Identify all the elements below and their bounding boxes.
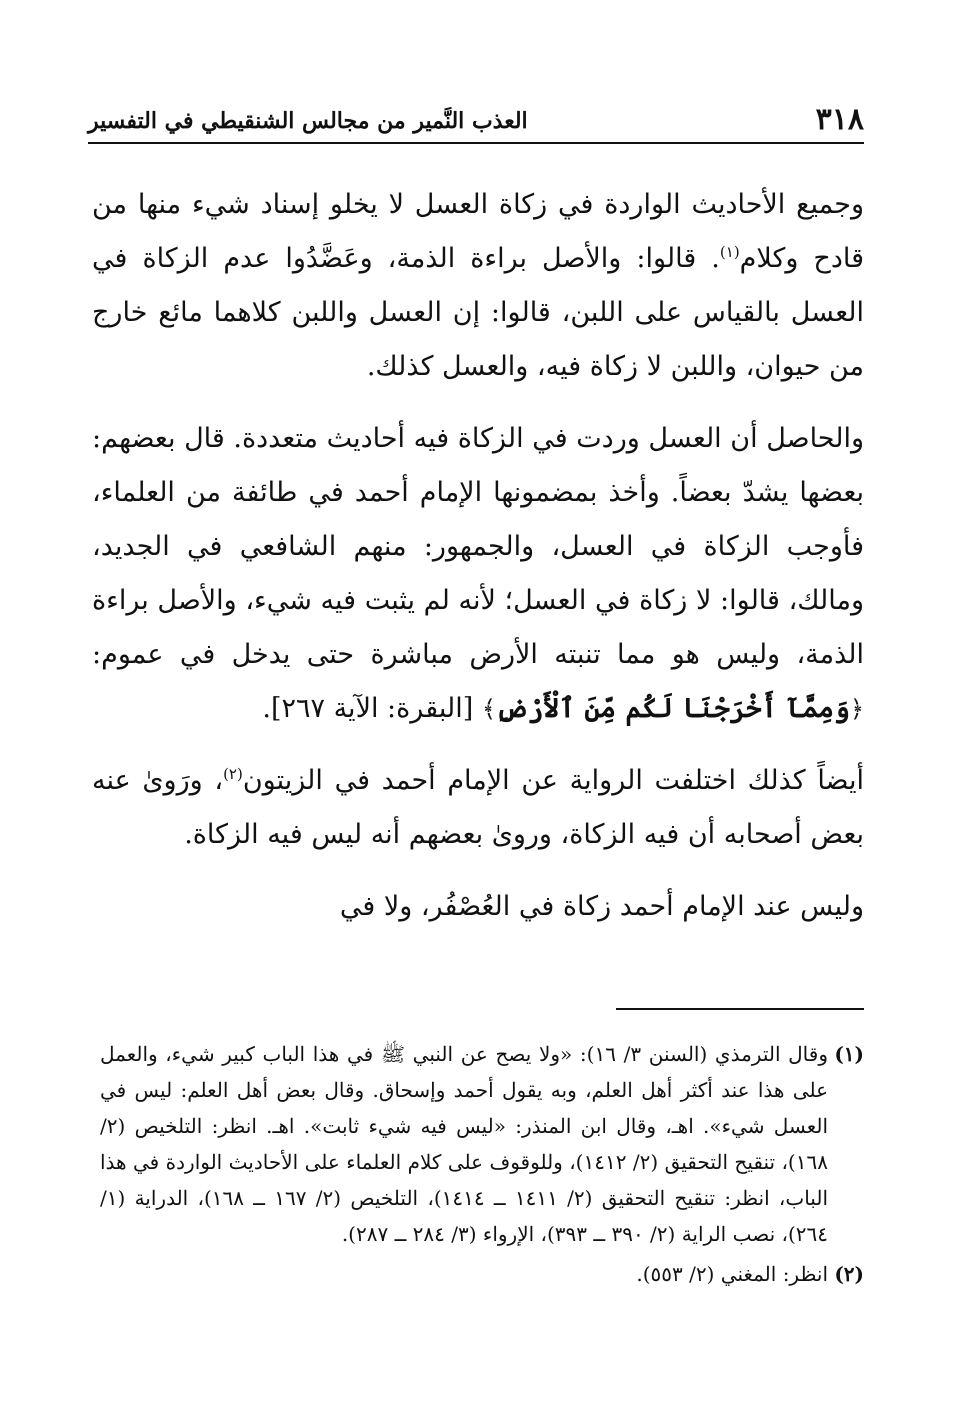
- running-title: العذب النَّمير من مجالس الشنقيطي في التفسير: [88, 108, 528, 134]
- paragraph-4-text: وليس عند الإمام أحمد زكاة في العُصْفُر، ولا في: [339, 891, 864, 922]
- footnote-1: [100, 1036, 864, 1252]
- paragraph-3: [92, 754, 864, 862]
- main-text: [92, 178, 864, 934]
- footnote-text: وقال الترمذي (السنن ٣/ ١٦): «ولا يصح عن النبي ﷺ في هذا الباب كبير شيء، والعمل على هذا عند أكثر أهل العلم، وبه يقول أحمد وإسحاق. وقال بعض أهل العلم: ليس في العسل شيء». اهـ، وقال ابن المنذر: «ليس فيه شيء ثابت». اهـ. انظر: التلخيص (٢/ ١٦٨)، تنقيح التحقيق (٢/ ١٤١٢)، وللوقوف على كلام العلماء على الأحاديث الواردة في هذا الباب، انظر: تنقيح التحقيق (٢/ ١٤١١ ــ ١٤١٤)، التلخيص (٢/ ١٦٧ ــ ١٦٨)، الدراية (١/ ٢٦٤)، نصب الراية (٢/ ٣٩٠ ــ ٣٩٣)، الإرواء (٣/ ٢٨٤ ــ ٢٨٧).: [100, 1042, 828, 1246]
- footnote-text: انظر: المغني (٢/ ٥٥٣).: [636, 1262, 828, 1286]
- paragraph-2-text-a: والحاصل أن العسل وردت في الزكاة فيه أحاديث متعددة. قال بعضهم: بعضها يشدّ بعضاً. وأخذ بمضمونها الإمام أحمد في طائفة من العلماء، فأوجب الزكاة في العسل، والجمهور: منهم الشافعي في الجديد، ومالك، قالوا: لا زكاة في العسل؛ لأنه لم يثبت فيه شيء، والأصل براءة الذمة، وليس هو مما تنبته الأرض مباشرة حتى يدخل في عموم:: [92, 423, 864, 670]
- page-header: [88, 100, 864, 144]
- page-number: ٣١٨: [815, 102, 864, 137]
- quran-verse: وَمِمَّآ أَخْرَجْنَا لَكُم مِّنَ ٱلْأَرْضِ: [495, 693, 850, 724]
- paragraph-1-text-a: وجميع الأحاديث الواردة في زكاة العسل لا يخلو إسناد شيء منها من قادح وكلام: [92, 189, 865, 274]
- paragraph-2: [92, 412, 864, 736]
- footnote-ref-2: (٢): [223, 765, 243, 783]
- paragraph-1-text-b: . قالوا: والأصل براءة الذمة، وعَضَّدُوا عدم الزكاة في العسل بالقياس على اللبن، قالوا: إن العسل واللبن كلاهما مائع خارج من حيوان، واللبن لا زكاة فيه، والعسل كذلك.: [92, 243, 864, 382]
- paragraph-1: [92, 178, 864, 394]
- footnote-2: [100, 1256, 864, 1292]
- footnote-ref-1: (١): [719, 243, 740, 261]
- quran-bracket-open: ﴿: [849, 695, 864, 723]
- footnotes: [100, 1036, 864, 1296]
- paragraph-4: [92, 880, 864, 934]
- footnote-number: (١): [834, 1042, 864, 1066]
- verse-citation: [البقرة: الآية ٢٦٧].: [262, 693, 474, 724]
- paragraph-3-text-a: أيضاً كذلك اختلفت الرواية عن الإمام أحمد في الزيتون: [242, 765, 864, 796]
- footnote-number: (٢): [834, 1262, 864, 1286]
- paragraph-3-text-b: ، ورَوىٰ عنه بعض أصحابه أن فيه الزكاة، وروىٰ بعضهم أنه ليس فيه الزكاة.: [92, 765, 864, 850]
- footnote-separator: [616, 1008, 864, 1010]
- quran-bracket-close: ﴾: [481, 695, 496, 723]
